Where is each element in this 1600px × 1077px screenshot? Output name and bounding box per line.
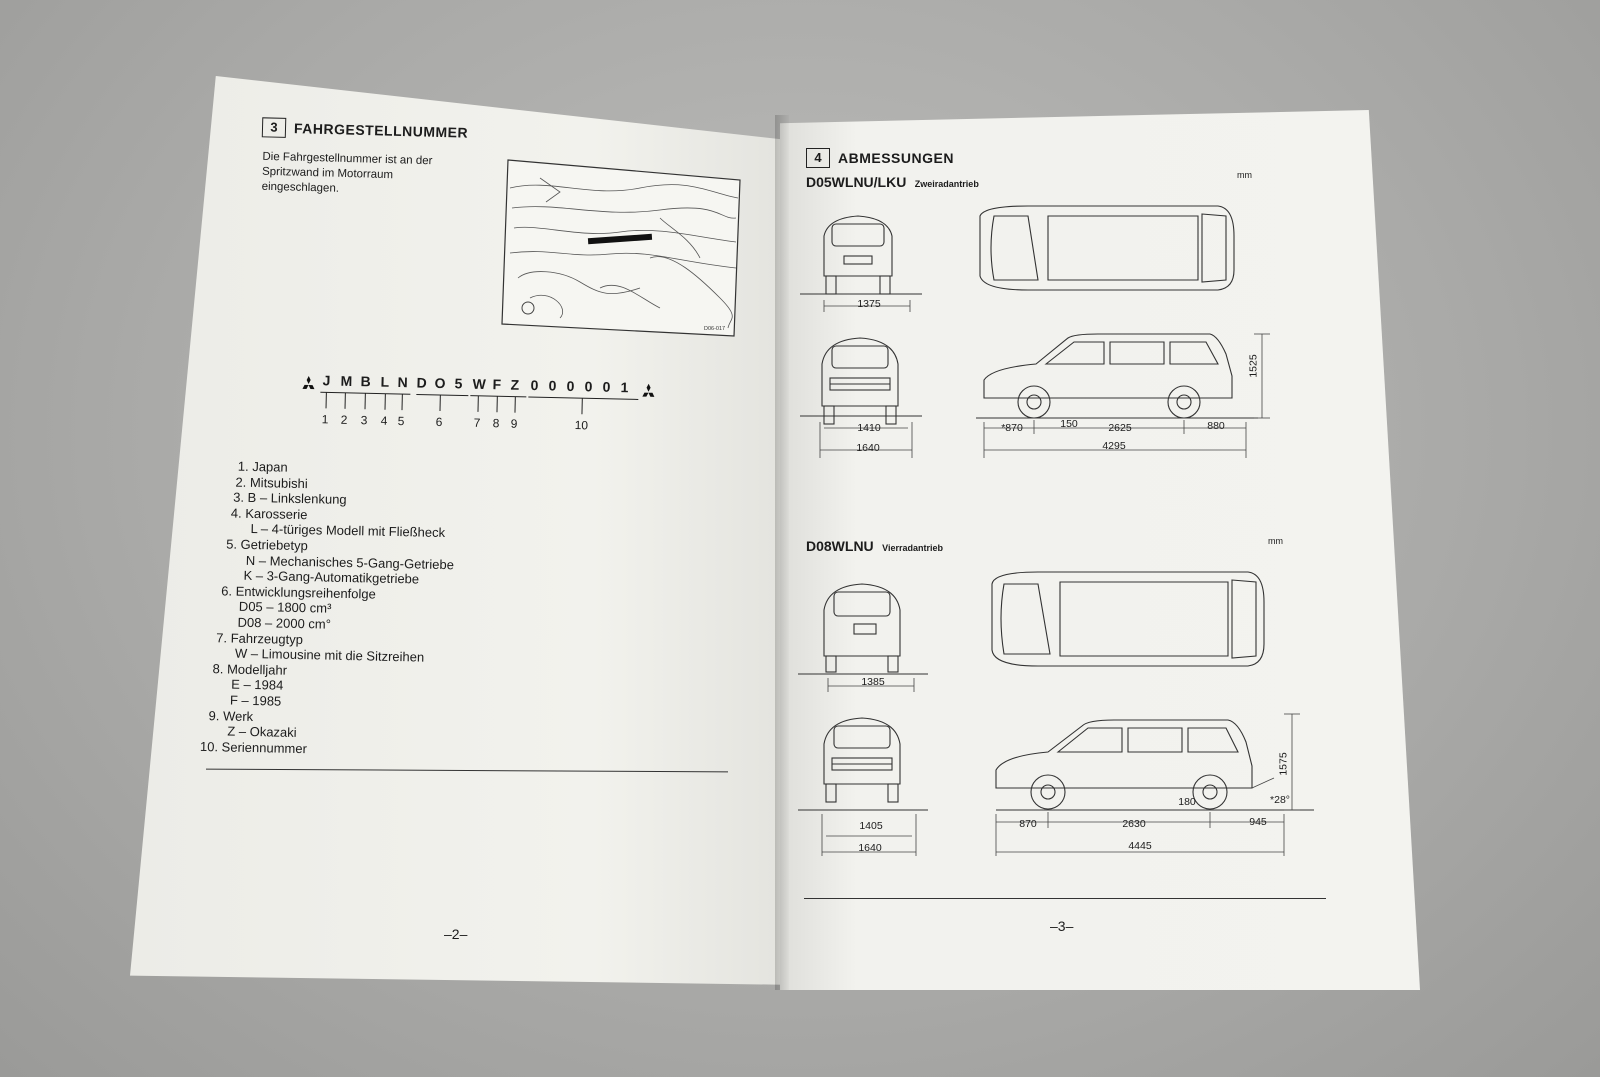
vin-char: J	[322, 372, 331, 389]
legend-item: D05 – 1800 cm³	[238, 599, 332, 617]
section-title: ABMESSUNGEN	[838, 150, 954, 166]
legend-item: 2. Mitsubishi	[235, 474, 308, 491]
dim-front-overhang: 870	[1019, 818, 1037, 830]
vin-position: 1	[321, 412, 329, 427]
vin-legend	[200, 458, 456, 759]
vin-position: 10	[574, 418, 589, 433]
legend-item: 8. Modelljahr	[212, 660, 288, 678]
section-number: 4	[806, 148, 830, 168]
vin-char: 5	[454, 375, 463, 392]
model-b-header	[806, 538, 943, 556]
legend-item: N – Mechanisches 5-Gang-Getriebe	[245, 552, 455, 572]
intro-text	[261, 150, 432, 199]
intro-line: Spritzwand im Motorraum	[261, 165, 394, 182]
drive-type: Zweiradantrieb	[914, 179, 979, 189]
dim-length: 4295	[1102, 440, 1126, 452]
legend-item: W – Limousine mit die Sitzreihen	[234, 645, 425, 665]
vin-position: 6	[435, 414, 443, 430]
engine-bay-illustration	[500, 158, 742, 340]
section-header-4	[806, 148, 954, 168]
dim-height: 1575	[1277, 752, 1290, 776]
figure-code: D06-017	[704, 326, 726, 332]
vin-position: 8	[492, 416, 500, 431]
vin-char: L	[380, 373, 390, 390]
unit-label: mm	[1237, 170, 1252, 180]
vin-char: M	[340, 372, 353, 389]
dim-width: 1640	[858, 842, 882, 854]
dim-rear-overhang: 880	[1207, 420, 1225, 432]
vin-char: N	[397, 374, 408, 391]
dim-rear-track: 1385	[861, 676, 885, 688]
dim-approach-angle: *28°	[1270, 794, 1290, 806]
vin-char: F	[492, 376, 502, 393]
intro-line: eingeschlagen.	[261, 180, 340, 195]
dim-front-track: 1405	[859, 820, 883, 832]
vin-char: 0	[566, 377, 575, 395]
mitsubishi-logo-icon	[640, 384, 656, 398]
dim-front-track: 1410	[857, 422, 881, 434]
legend-item: K – 3-Gang-Automatikgetriebe	[243, 567, 420, 587]
vin-position: 2	[340, 412, 348, 427]
legend-item: F – 1985	[229, 692, 282, 709]
book-spine	[775, 115, 789, 990]
drive-type: Vierradantrieb	[882, 543, 943, 553]
model-code: D05WLNU/LKU	[806, 174, 907, 190]
mitsubishi-logo-icon	[300, 376, 316, 390]
section-title: FAHRGESTELLNUMMER	[293, 120, 469, 141]
vin-char: 1	[620, 379, 629, 396]
legend-item: E – 1984	[231, 676, 284, 693]
legend-item: 1. Japan	[237, 458, 288, 475]
vin-char: W	[472, 375, 487, 393]
vin-char: D	[416, 374, 427, 391]
vin-char: B	[360, 373, 371, 390]
dim-rear-track: 1375	[857, 298, 881, 310]
legend-item: D08 – 2000 cm°	[237, 614, 332, 632]
legend-item: 9. Werk	[208, 707, 254, 724]
dim-wheelbase: 2630	[1122, 818, 1146, 830]
unit-label: mm	[1268, 536, 1283, 546]
legend-item: 10. Seriennummer	[199, 738, 308, 756]
section-number: 3	[262, 117, 287, 138]
vin-char: 0	[602, 378, 611, 395]
legend-item: L – 4-türiges Modell mit Fließheck	[250, 521, 446, 541]
dim-front-overhang: *870	[1001, 422, 1023, 434]
vin-position: 9	[510, 416, 518, 431]
dim-height: 1525	[1247, 354, 1260, 378]
bottom-rule	[804, 898, 1326, 899]
legend-item: 4. Karosserie	[230, 505, 308, 522]
dim-ground-clearance: 180	[1178, 796, 1196, 808]
model-code: D08WLNU	[806, 538, 874, 554]
vin-char: 0	[548, 377, 557, 394]
vin-position: 7	[473, 415, 481, 430]
vin-char: 0	[584, 378, 593, 395]
vin-position: 3	[360, 413, 368, 428]
legend-item: 5. Getriebetyp	[226, 536, 309, 554]
vin-position: 4	[380, 413, 388, 428]
legend-item: 6. Entwicklungsreihenfolge	[221, 583, 377, 602]
vin-char: O	[434, 374, 446, 392]
page-number: –3–	[1050, 918, 1074, 934]
dim-width: 1640	[856, 442, 880, 454]
legend-item: 3. B – Linkslenkung	[233, 489, 347, 508]
dim-rear-overhang: 945	[1249, 816, 1267, 828]
page-number: –2–	[444, 926, 468, 942]
dim-ground-clearance: 150	[1060, 418, 1078, 430]
intro-line: Die Fahrgestellnummer ist an der	[262, 150, 433, 168]
dim-wheelbase: 2625	[1108, 422, 1132, 434]
vin-diagram	[299, 372, 670, 450]
legend-item: 7. Fahrzeugtyp	[216, 629, 304, 647]
vin-char: Z	[510, 376, 520, 393]
legend-item: Z – Okazaki	[227, 723, 297, 741]
vin-char: 0	[530, 377, 539, 394]
model-a-header	[806, 174, 979, 192]
vin-position: 5	[397, 414, 405, 429]
dim-length: 4445	[1128, 840, 1152, 852]
